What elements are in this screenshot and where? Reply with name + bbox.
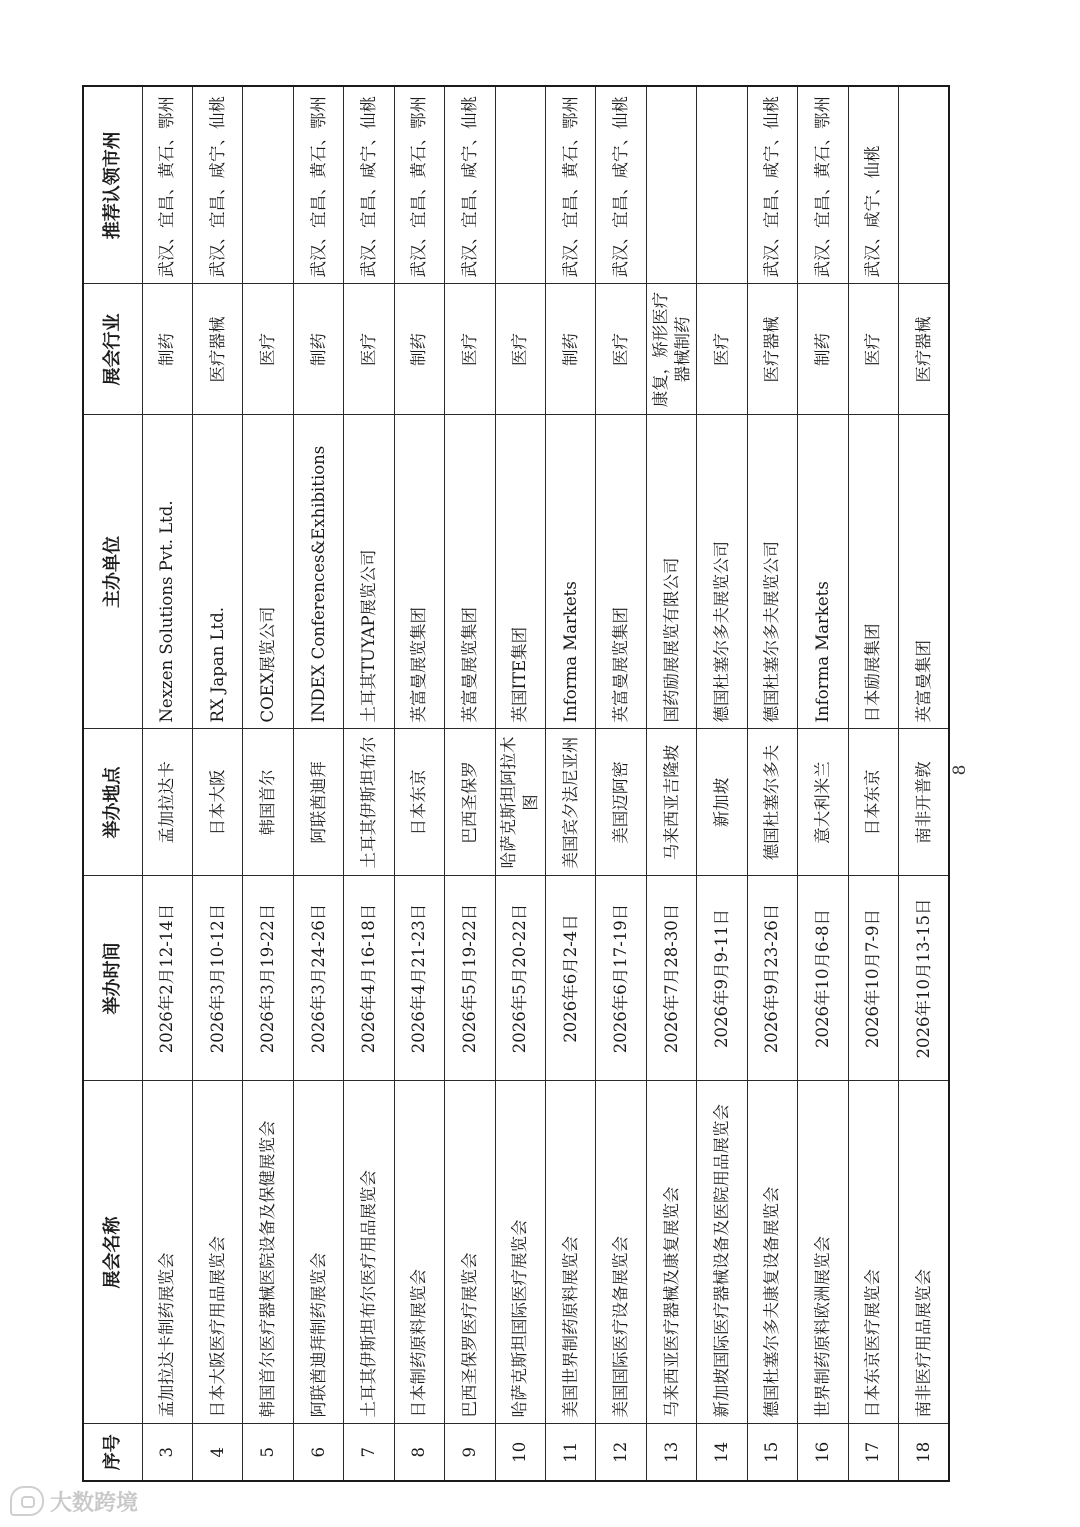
exhibition-industry: 制药 xyxy=(546,284,596,415)
exhibition-organizer: 英富曼展览集团 xyxy=(394,415,444,729)
exhibition-name: 韩国首尔医疗器械医院设备及保健展览会 xyxy=(243,1081,293,1424)
exhibition-date: 2026年3月10-12日 xyxy=(192,876,242,1081)
table-row xyxy=(848,86,898,1481)
recommended-cities: 武汉、宜昌、黄石、鄂州 xyxy=(394,86,444,284)
exhibition-industry: 医疗 xyxy=(445,284,495,415)
exhibition-place: 马来西亚吉隆坡 xyxy=(646,729,696,876)
row-index: 14 xyxy=(697,1424,747,1481)
exhibition-industry: 制药 xyxy=(394,284,444,415)
exhibition-date: 2026年6月17-19日 xyxy=(596,876,646,1081)
exhibition-industry: 康复，矫形医疗器械制药 xyxy=(646,284,696,415)
exhibition-place: 土耳其伊斯坦布尔 xyxy=(344,729,394,876)
exhibition-industry: 医疗 xyxy=(495,284,545,415)
exhibition-organizer: 英国ITE集团 xyxy=(495,415,545,729)
recommended-cities: 武汉、咸宁、仙桃 xyxy=(848,86,898,284)
recommended-cities: 武汉、宜昌、咸宁、仙桃 xyxy=(596,86,646,284)
row-index: 16 xyxy=(798,1424,848,1481)
exhibition-industry: 医疗器械 xyxy=(747,284,797,415)
exhibition-date: 2026年5月19-22日 xyxy=(445,876,495,1081)
watermark xyxy=(10,1484,138,1518)
exhibition-organizer: 德国杜塞尔多夫展览公司 xyxy=(747,415,797,729)
exhibition-name: 巴西圣保罗医疗展览会 xyxy=(445,1081,495,1424)
header-industry: 展会行业 xyxy=(83,284,142,415)
exhibition-organizer: 英富曼展览集团 xyxy=(596,415,646,729)
table-row xyxy=(596,86,646,1481)
exhibition-industry: 医疗 xyxy=(596,284,646,415)
exhibition-organizer: 国药励展展览有限公司 xyxy=(646,415,696,729)
exhibition-organizer: 英富曼展览集团 xyxy=(445,415,495,729)
table-row xyxy=(293,86,343,1481)
exhibition-industry: 医疗 xyxy=(243,284,293,415)
exhibition-organizer: Informa Markets xyxy=(546,415,596,729)
row-index: 15 xyxy=(747,1424,797,1481)
exhibition-place: 孟加拉达卡 xyxy=(142,729,192,876)
recommended-cities: 武汉、宜昌、黄石、鄂州 xyxy=(546,86,596,284)
exhibition-name: 阿联酋迪拜制药展览会 xyxy=(293,1081,343,1424)
exhibition-organizer: RX Japan Ltd. xyxy=(192,415,242,729)
recommended-cities: 武汉、宜昌、咸宁、仙桃 xyxy=(445,86,495,284)
exhibition-organizer: 英富曼集团 xyxy=(899,415,949,729)
table-row xyxy=(646,86,696,1481)
exhibition-name: 南非医疗用品展览会 xyxy=(899,1081,949,1424)
exhibition-date: 2026年7月28-30日 xyxy=(646,876,696,1081)
exhibition-organizer: COEX展览公司 xyxy=(243,415,293,729)
exhibition-name: 新加坡国际医疗器械设备及医院用品展览会 xyxy=(697,1081,747,1424)
exhibition-date: 2026年3月24-26日 xyxy=(293,876,343,1081)
exhibition-organizer: INDEX Conferences&Exhibitions xyxy=(293,415,343,729)
table-row xyxy=(899,86,949,1481)
recommended-cities xyxy=(899,86,949,284)
exhibition-name: 哈萨克斯坦国际医疗展览会 xyxy=(495,1081,545,1424)
row-index: 5 xyxy=(243,1424,293,1481)
row-index: 6 xyxy=(293,1424,343,1481)
exhibition-place: 日本东京 xyxy=(394,729,444,876)
row-index: 11 xyxy=(546,1424,596,1481)
exhibition-name: 日本制药原料展览会 xyxy=(394,1081,444,1424)
exhibition-place: 美国迈阿密 xyxy=(596,729,646,876)
exhibition-table xyxy=(82,85,950,1482)
exhibition-date: 2026年9月23-26日 xyxy=(747,876,797,1081)
row-index: 7 xyxy=(344,1424,394,1481)
exhibition-place: 阿联酋迪拜 xyxy=(293,729,343,876)
exhibition-date: 2026年10月13-15日 xyxy=(899,876,949,1081)
row-index: 10 xyxy=(495,1424,545,1481)
table-row xyxy=(697,86,747,1481)
row-index: 18 xyxy=(899,1424,949,1481)
recommended-cities: 武汉、宜昌、咸宁、仙桃 xyxy=(344,86,394,284)
exhibition-organizer: 日本励展集团 xyxy=(848,415,898,729)
exhibition-name: 孟加拉达卡制药展览会 xyxy=(142,1081,192,1424)
table-row xyxy=(394,86,444,1481)
table-header-row xyxy=(83,86,142,1481)
exhibition-industry: 制药 xyxy=(293,284,343,415)
table-row xyxy=(344,86,394,1481)
exhibition-place: 南非开普敦 xyxy=(899,729,949,876)
header-name: 展会名称 xyxy=(83,1081,142,1424)
exhibition-organizer: Informa Markets xyxy=(798,415,848,729)
table-row xyxy=(142,86,192,1481)
exhibition-place: 新加坡 xyxy=(697,729,747,876)
exhibition-date: 2026年5月20-22日 xyxy=(495,876,545,1081)
table-row xyxy=(798,86,848,1481)
header-index: 序号 xyxy=(83,1424,142,1481)
exhibition-date: 2026年2月12-14日 xyxy=(142,876,192,1081)
recommended-cities xyxy=(697,86,747,284)
recommended-cities: 武汉、宜昌、黄石、鄂州 xyxy=(798,86,848,284)
exhibition-name: 美国国际医疗设备展览会 xyxy=(596,1081,646,1424)
table-row xyxy=(192,86,242,1481)
exhibition-date: 2026年10月7-9日 xyxy=(848,876,898,1081)
exhibition-name: 马来西亚医疗器械及康复展览会 xyxy=(646,1081,696,1424)
exhibition-place: 日本东京 xyxy=(848,729,898,876)
recommended-cities: 武汉、宜昌、黄石、鄂州 xyxy=(142,86,192,284)
header-cities: 推荐认领市州 xyxy=(83,86,142,284)
row-index: 17 xyxy=(848,1424,898,1481)
exhibition-industry: 制药 xyxy=(142,284,192,415)
exhibition-name: 土耳其伊斯坦布尔医疗用品展览会 xyxy=(344,1081,394,1424)
exhibition-date: 2026年6月2-4日 xyxy=(546,876,596,1081)
chat-bubble-logo-icon xyxy=(10,1486,44,1516)
row-index: 9 xyxy=(445,1424,495,1481)
exhibition-industry: 医疗器械 xyxy=(192,284,242,415)
exhibition-industry: 医疗 xyxy=(848,284,898,415)
exhibition-date: 2026年9月9-11日 xyxy=(697,876,747,1081)
header-date: 举办时间 xyxy=(83,876,142,1081)
exhibition-name: 日本大阪医疗用品展览会 xyxy=(192,1081,242,1424)
exhibition-place: 日本大阪 xyxy=(192,729,242,876)
exhibition-place: 意大利米兰 xyxy=(798,729,848,876)
recommended-cities xyxy=(495,86,545,284)
exhibition-name: 世界制药原料欧洲展览会 xyxy=(798,1081,848,1424)
exhibition-place: 哈萨克斯坦阿拉木图 xyxy=(495,729,545,876)
recommended-cities xyxy=(243,86,293,284)
exhibition-name: 日本东京医疗展览会 xyxy=(848,1081,898,1424)
exhibition-place: 德国杜塞尔多夫 xyxy=(747,729,797,876)
exhibition-organizer: Nexzen Solutions Pvt. Ltd. xyxy=(142,415,192,729)
row-index: 4 xyxy=(192,1424,242,1481)
exhibition-industry: 医疗 xyxy=(344,284,394,415)
watermark-text: 大数跨境 xyxy=(50,1490,139,1516)
exhibition-industry: 制药 xyxy=(798,284,848,415)
table-row xyxy=(495,86,545,1481)
table-row xyxy=(747,86,797,1481)
exhibition-industry: 医疗 xyxy=(697,284,747,415)
table-row xyxy=(243,86,293,1481)
exhibition-industry: 医疗器械 xyxy=(899,284,949,415)
exhibition-organizer: 德国杜塞尔多夫展览公司 xyxy=(697,415,747,729)
exhibition-place: 韩国首尔 xyxy=(243,729,293,876)
exhibition-organizer: 土耳其TUYAP展览公司 xyxy=(344,415,394,729)
exhibition-date: 2026年4月16-18日 xyxy=(344,876,394,1081)
exhibition-name: 美国世界制药原料展览会 xyxy=(546,1081,596,1424)
header-organizer: 主办单位 xyxy=(83,415,142,729)
header-place: 举办地点 xyxy=(83,729,142,876)
table-row xyxy=(445,86,495,1481)
row-index: 3 xyxy=(142,1424,192,1481)
exhibition-place: 美国宾夕法尼亚州 xyxy=(546,729,596,876)
recommended-cities: 武汉、宜昌、咸宁、仙桃 xyxy=(192,86,242,284)
recommended-cities: 武汉、宜昌、黄石、鄂州 xyxy=(293,86,343,284)
recommended-cities xyxy=(646,86,696,284)
row-index: 12 xyxy=(596,1424,646,1481)
exhibition-place: 巴西圣保罗 xyxy=(445,729,495,876)
page-number: 8 xyxy=(950,764,970,776)
row-index: 8 xyxy=(394,1424,444,1481)
exhibition-name: 德国杜塞尔多夫康复设备展览会 xyxy=(747,1081,797,1424)
row-index: 13 xyxy=(646,1424,696,1481)
exhibition-date: 2026年4月21-23日 xyxy=(394,876,444,1081)
rotated-table-sheet xyxy=(82,87,950,1482)
exhibition-date: 2026年3月19-22日 xyxy=(243,876,293,1081)
exhibition-date: 2026年10月6-8日 xyxy=(798,876,848,1081)
table-row xyxy=(546,86,596,1481)
recommended-cities: 武汉、宜昌、咸宁、仙桃 xyxy=(747,86,797,284)
